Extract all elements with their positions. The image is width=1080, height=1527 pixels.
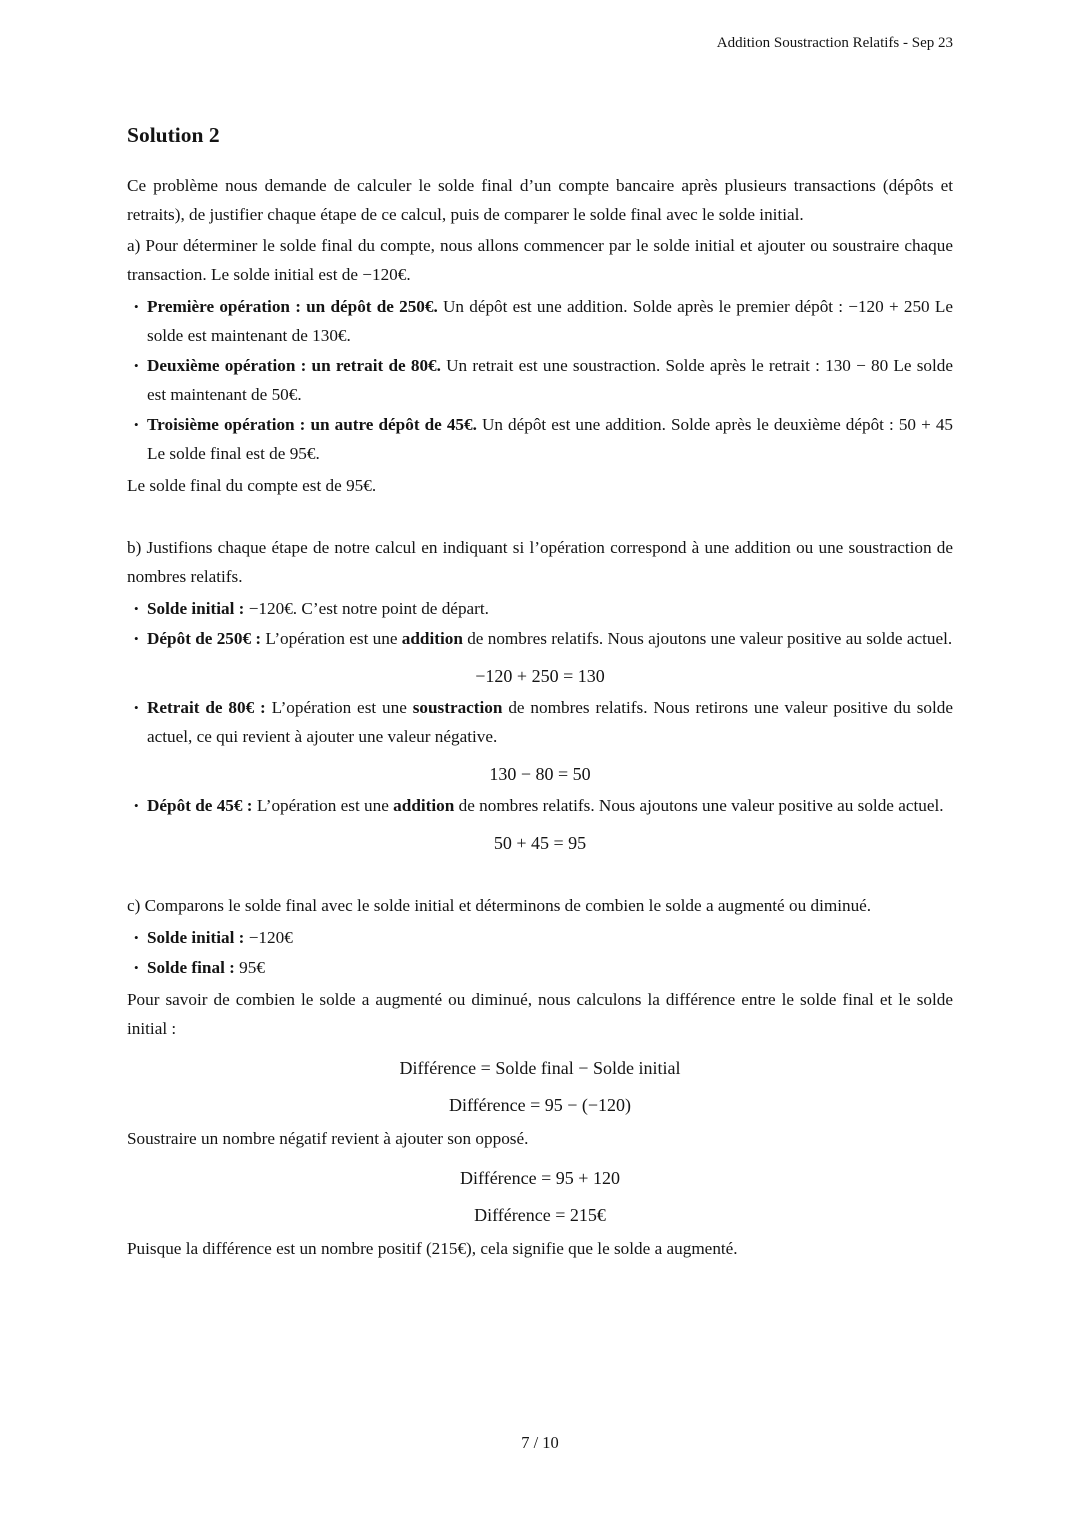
page-content [127,121,953,1265]
list-item [127,351,953,409]
text-run: de nombres relatifs. Nous ajoutons une valeur positive au solde actuel. [462,629,953,648]
part-a-intro: a) Pour déterminer le solde final du compte, nous allons commencer par le solde initial et ajouter ou soustraire chaque transaction. Le solde initial est de −120€. [127,236,953,284]
bold-run: Retrait de 80€ : [147,698,266,717]
page-number: 7 / 10 [521,1433,559,1452]
part-c-intro: c) Comparons le solde final avec le solde initial et déterminons de combien le solde a augmenté ou diminué. [127,896,872,915]
part-c-difference-paragraph: Pour savoir de combien le solde a augmenté ou diminué, nous calculons la différence entre le solde final et le solde initial : [127,990,953,1038]
equation: 50 + 45 = 95 [493,833,587,853]
text-run: L’opération est une [252,796,394,815]
bold-run: Solde final : [147,958,235,977]
part-c-conclusion: Puisque la différence est un nombre positif (215€), cela signifie que le solde a augmenté. [127,1239,738,1258]
bold-run: addition [401,629,463,648]
text-run: Un dépôt est une addition. Solde après le premier dépôt : −120 + 250 Le solde est maintenant de 130€. [147,297,953,345]
part-c-bullet-list [127,923,953,982]
section-gap [127,502,953,531]
equation: −120 + 250 = 130 [475,666,605,686]
list-item [127,594,953,623]
text-run: −120€ [244,928,293,947]
text-run: −120€. C’est notre point de départ. [244,599,489,618]
part-a-conclusion: Le solde final du compte est de 95€. [127,476,377,495]
intro-paragraph: Ce problème nous demande de calculer le solde final d’un compte bancaire après plusieurs transactions (dépôts et retraits), de justifier chaque étape de ce calcul, puis de comparer le solde final avec le solde initial. [127,176,953,224]
part-b-intro: b) Justifions chaque étape de notre calcul en indiquant si l’opération correspond à une addition ou une soustraction de nombres relatifs. [127,538,953,586]
running-header: Addition Soustraction Relatifs - Sep 23 [716,35,953,51]
equation: Différence = 95 + 120 [460,1168,620,1188]
text-run: L’opération est une [261,629,402,648]
part-b-bullet-list [127,594,953,855]
text-run: L’opération est une [265,698,413,717]
section-gap [127,860,953,889]
text-run: de nombres relatifs. Nous retirons une valeur positive du solde actuel, ce qui revient à ajouter une valeur négative. [147,698,953,746]
bold-run: Solde initial : [147,599,245,618]
bold-run: Dépôt de 45€ : [147,796,253,815]
bold-run: Deuxième opération : un retrait de 80€. [147,356,441,375]
text-run: Un dépôt est une addition. Solde après le deuxième dépôt : 50 + 45 Le solde final est de 95€. [147,415,954,463]
bold-run: addition [393,796,455,815]
equation: Différence = 95 − (−120) [448,1095,632,1115]
equation: Différence = Solde final − Solde initial [399,1058,681,1078]
list-item [127,693,953,786]
text-run: de nombres relatifs. Nous ajoutons une valeur positive au solde actuel. [454,796,944,815]
part-c-oppose-paragraph: Soustraire un nombre négatif revient à ajouter son opposé. [127,1129,529,1148]
text-run: Un retrait est une soustraction. Solde après le retrait : 130 − 80 Le solde est maintenant de 50€. [147,356,953,404]
text-run: 95€ [234,958,265,977]
bold-run: Dépôt de 250€ : [147,629,262,648]
bold-run: Solde initial : [147,928,245,947]
list-item [127,292,953,350]
solution-title: Solution 2 [127,123,220,147]
list-item [127,923,953,952]
equation: 130 − 80 = 50 [489,764,591,784]
list-item [127,410,953,468]
list-item [127,953,953,982]
list-item [127,791,953,855]
bold-run: Première opération : un dépôt de 250€. [147,297,438,316]
equation: Différence = 215€ [474,1205,606,1225]
bold-run: Troisième opération : un autre dépôt de 45€. [147,415,477,434]
bold-run: soustraction [412,698,503,717]
list-item [127,624,953,688]
part-a-bullet-list [127,292,953,468]
